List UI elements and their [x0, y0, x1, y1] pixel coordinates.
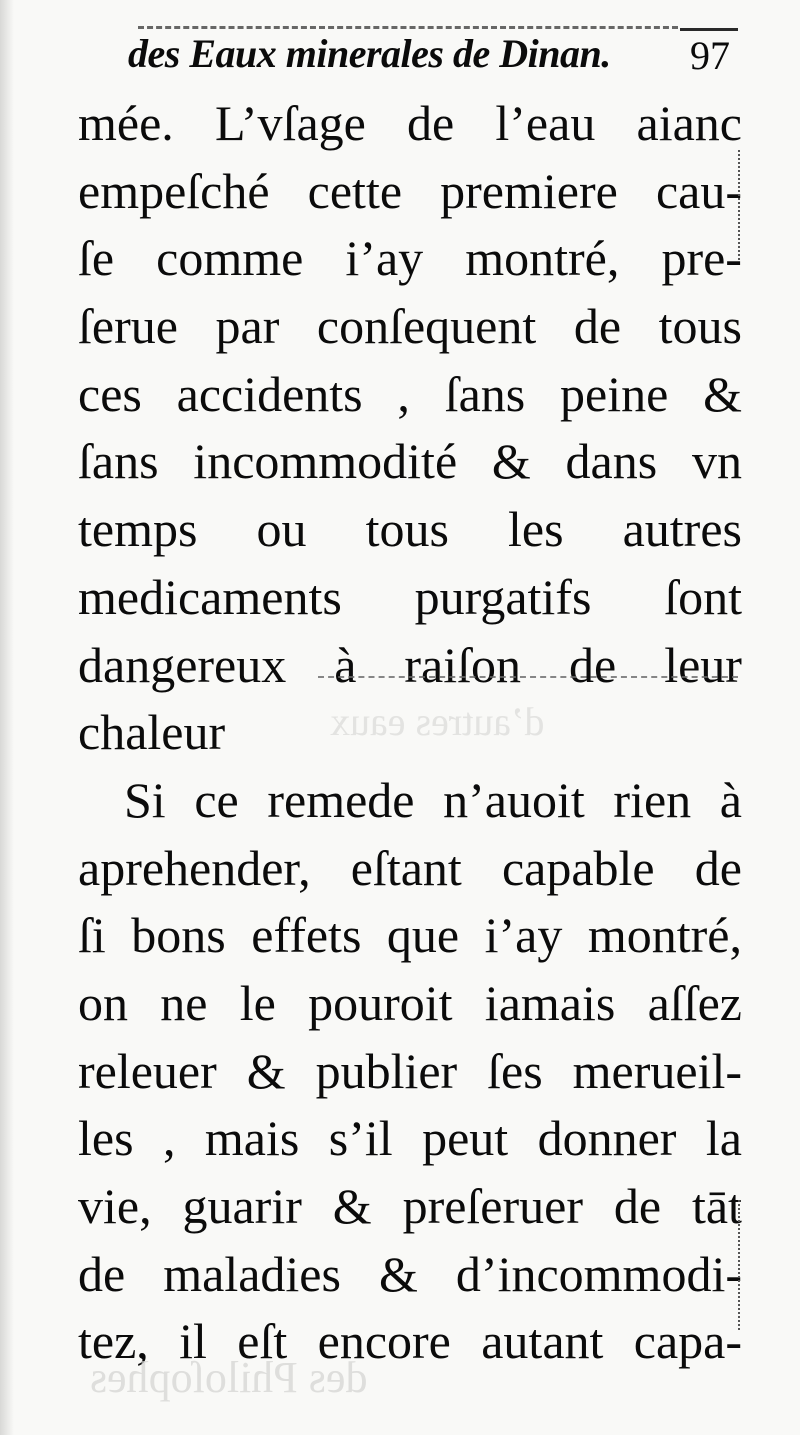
word: de — [573, 298, 622, 355]
text-line — [78, 767, 742, 835]
word: capable — [501, 839, 655, 896]
word: n’auoit — [443, 771, 585, 828]
word: le — [239, 974, 276, 1031]
word: cette — [307, 162, 403, 219]
word: i’ay — [345, 230, 424, 287]
word: par — [215, 298, 280, 355]
word: medicaments — [78, 568, 342, 625]
word: eſt — [237, 1313, 288, 1370]
word: aianc — [636, 95, 742, 151]
word: cau- — [655, 162, 742, 219]
text-line — [78, 90, 742, 158]
word: & — [491, 433, 531, 490]
word: Si — [124, 771, 166, 828]
word: montré, — [465, 230, 620, 287]
word: dans — [565, 433, 658, 490]
word: de — [613, 1178, 662, 1234]
page-number-bracket — [680, 28, 738, 31]
word: & — [246, 1042, 286, 1099]
show-through-text: des Philoſophes — [90, 1353, 368, 1402]
word: purgatifs — [414, 568, 592, 625]
word: releuer — [78, 1042, 217, 1099]
word: chaleur — [78, 704, 226, 761]
word: & — [332, 1178, 372, 1234]
word: rien — [613, 771, 692, 828]
word: ſi — [78, 907, 106, 964]
word: on — [78, 974, 128, 1031]
running-title: des Eaux minerales de Dinan. — [128, 31, 611, 76]
word: L’vſage — [214, 95, 366, 151]
word: il — [179, 1313, 207, 1370]
word: mais — [204, 1110, 300, 1167]
word: capa- — [633, 1313, 742, 1370]
text-line — [78, 1241, 742, 1309]
word: ſes — [487, 1042, 543, 1099]
text-line — [78, 361, 742, 429]
word: ſans — [78, 433, 159, 490]
word: aſſez — [647, 974, 742, 1031]
word: les — [507, 501, 564, 558]
word: à — [719, 771, 742, 828]
word: empeſché — [78, 162, 270, 219]
word: de — [407, 95, 455, 151]
word: temps — [78, 501, 198, 558]
word: maladies — [163, 1245, 341, 1302]
word: publier — [315, 1042, 458, 1099]
text-line — [78, 564, 742, 632]
word: pouroit — [308, 974, 453, 1031]
word: dangereux — [78, 636, 287, 693]
text-line — [78, 158, 742, 226]
margin-mark — [738, 1200, 746, 1330]
text-line — [78, 225, 742, 293]
header-rule — [138, 26, 678, 29]
page-header — [118, 26, 738, 78]
word: peine — [560, 365, 669, 422]
word: ſe — [78, 230, 115, 287]
word: remede — [267, 771, 415, 828]
word: vie, — [78, 1178, 152, 1234]
text-line — [78, 1173, 742, 1241]
word: effets — [251, 907, 362, 964]
word: raiſon — [404, 636, 522, 693]
word: d’incommodi- — [455, 1245, 742, 1302]
word: bons — [131, 907, 226, 964]
word: autant — [481, 1313, 604, 1370]
word: ſans — [444, 365, 526, 422]
word: accidents — [176, 365, 363, 422]
word: tāt — [691, 1178, 742, 1234]
word: ce — [194, 771, 239, 828]
word: ne — [160, 974, 208, 1031]
word: leur — [664, 636, 742, 693]
word: mée. — [78, 95, 174, 151]
word: guarir — [182, 1178, 302, 1234]
page-edge-shadow — [0, 0, 14, 1435]
word: tous — [365, 501, 449, 558]
word: vn — [691, 433, 742, 490]
word: merueil- — [572, 1042, 742, 1099]
word: les — [78, 1110, 134, 1167]
word: tous — [658, 298, 742, 355]
word: comme — [156, 230, 304, 287]
text-line — [78, 1038, 742, 1106]
word: conſequent — [316, 298, 537, 355]
text-line — [78, 428, 742, 496]
text-line — [78, 293, 742, 361]
word: iamais — [484, 974, 616, 1031]
word: eſtant — [350, 839, 462, 896]
word: peut — [422, 1110, 509, 1167]
margin-mark — [738, 150, 746, 260]
word: & — [378, 1245, 418, 1302]
word: & — [703, 365, 742, 422]
show-through-text: d’autres eaux — [330, 699, 545, 744]
word: la — [705, 1110, 742, 1167]
word: autres — [622, 501, 742, 558]
word: que — [386, 907, 460, 964]
word: encore — [317, 1313, 451, 1370]
word: tez, — [78, 1313, 149, 1370]
word: aprehender, — [78, 839, 311, 896]
word: s’il — [328, 1110, 393, 1167]
text-line — [78, 835, 742, 903]
text-line — [78, 902, 742, 970]
text-line — [78, 1105, 742, 1173]
dashed-rule — [318, 676, 738, 678]
word: premiere — [440, 162, 618, 219]
text-line — [78, 970, 742, 1038]
text-line — [78, 632, 742, 700]
word: , — [162, 1110, 176, 1167]
word: de — [569, 636, 617, 693]
word: ſont — [664, 568, 742, 625]
word: pre- — [661, 230, 742, 287]
word: incommodité — [193, 433, 458, 490]
word: ces — [78, 365, 142, 422]
word: de — [694, 839, 742, 896]
word: de — [78, 1245, 126, 1302]
word: ou — [256, 501, 307, 558]
word: l’eau — [495, 95, 596, 151]
word: , — [397, 365, 410, 422]
word: preſeruer — [402, 1178, 583, 1234]
word: i’ay — [484, 907, 563, 964]
word: à — [334, 636, 357, 693]
word: montré, — [587, 907, 742, 964]
page-number: 97 — [690, 33, 730, 78]
text-line — [78, 496, 742, 564]
word: donner — [537, 1110, 677, 1167]
word: ſerue — [78, 298, 178, 355]
